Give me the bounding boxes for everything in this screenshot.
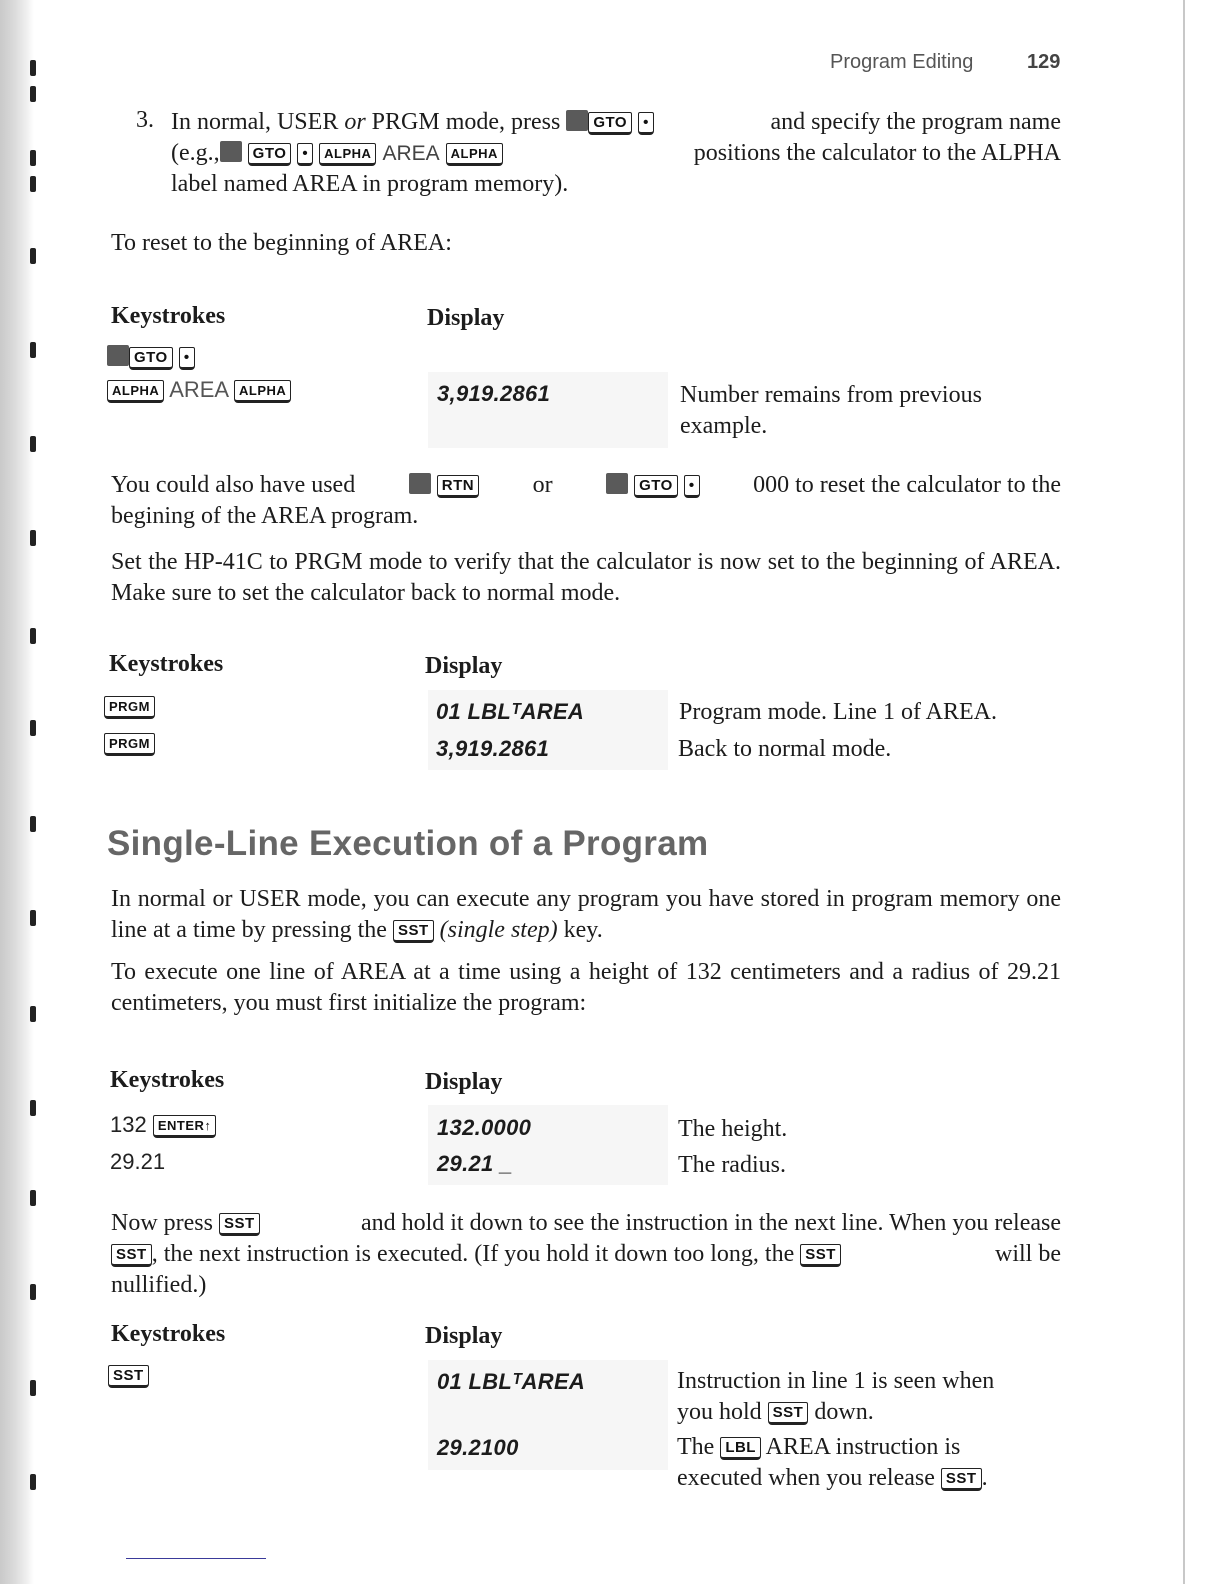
display-value: 29.21 _	[437, 1151, 513, 1176]
keystrokes-heading: Keystrokes	[111, 303, 226, 329]
section-heading: Single-Line Execution of a Program	[107, 824, 709, 863]
enter-key: ENTER↑	[153, 1115, 217, 1138]
sst-key: SST	[393, 920, 434, 943]
binding-hole	[30, 1474, 36, 1490]
rtn-key: RTN	[437, 475, 479, 498]
sst-key: SST	[941, 1468, 982, 1491]
display-value: 01 LBLᵀAREA	[436, 699, 585, 724]
display-heading: Display	[425, 1323, 503, 1349]
binding-hole	[30, 436, 36, 452]
keystroke-line: ALPHA AREA ALPHA	[107, 377, 291, 403]
shift-key-icon	[606, 473, 628, 494]
keystroke-line	[108, 1362, 149, 1388]
shift-key-icon	[409, 473, 431, 494]
binding-hole	[30, 86, 36, 102]
binding-hole	[30, 720, 36, 736]
binding-hole	[30, 1100, 36, 1116]
display-value: 3,919.2861	[436, 736, 550, 761]
binding-hole	[30, 248, 36, 264]
gto-key: GTO	[634, 475, 678, 498]
gto-key: GTO	[248, 143, 292, 166]
display-value: 01 LBLᵀAREA	[437, 1369, 586, 1394]
display-note: Program mode. Line 1 of AREA.	[679, 699, 997, 725]
paragraph: In normal or USER mode, you can execute any program you have stored in program memory one line at a time by pressing the SST (single step) key.	[111, 886, 1061, 943]
footer-rule	[126, 1558, 266, 1559]
sst-key: SST	[108, 1365, 149, 1388]
keystrokes-heading: Keystrokes	[111, 1321, 226, 1347]
reset-intro: To reset to the beginning of AREA:	[111, 230, 452, 256]
sst-key: SST	[800, 1244, 841, 1267]
alpha-key: ALPHA	[107, 380, 164, 403]
keystroke-line: 29.21	[110, 1149, 166, 1174]
display-value: 132.0000	[437, 1115, 532, 1140]
display-heading: Display	[427, 305, 505, 331]
alpha-key: ALPHA	[319, 143, 376, 166]
gto-key: GTO	[129, 347, 173, 370]
sst-key: SST	[768, 1402, 809, 1425]
binding-hole	[30, 1284, 36, 1300]
display-note: Back to normal mode.	[678, 736, 892, 762]
dot-key: •	[684, 475, 700, 498]
display-note: The LBL AREA instruction is executed when you release SST .	[677, 1434, 988, 1491]
page-number: 129	[1027, 51, 1061, 73]
paragraph: Set the HP-41C to PRGM mode to verify that the calculator is now set to the beginning of AREA. Make sure to set the calculator back to normal mode.	[111, 549, 1061, 606]
keystroke-line	[104, 693, 155, 719]
display-note: The height.	[678, 1116, 788, 1142]
alpha-key: ALPHA	[234, 380, 291, 403]
binding-shadow	[0, 0, 34, 1584]
prgm-key: PRGM	[104, 696, 155, 719]
display-value: 3,919.2861	[437, 381, 551, 406]
keystrokes-heading: Keystrokes	[110, 1067, 225, 1093]
keystroke-line	[104, 730, 155, 756]
dot-key: •	[179, 347, 195, 370]
step-3-text: In normal, USER or PRGM mode, press GTO • and specify the program name (e.g., GTO • ALPHA AREA ALPHA positions the calculator to the ALPHA label named AREA in program memory).	[171, 109, 1061, 197]
gto-key: GTO	[588, 112, 632, 135]
binding-hole	[30, 1380, 36, 1396]
dot-key: •	[297, 143, 313, 166]
keystrokes-heading: Keystrokes	[109, 651, 224, 677]
binding-hole	[30, 816, 36, 832]
binding-hole	[30, 1190, 36, 1206]
binding-hole	[30, 176, 36, 192]
shift-key-icon	[220, 141, 242, 162]
keystroke-line	[107, 344, 195, 370]
sst-key: SST	[219, 1213, 260, 1236]
paragraph: You could also have used RTN or GTO • 000 to reset the calculator to the begining of the AREA program.	[111, 472, 1061, 529]
display-heading: Display	[425, 653, 503, 679]
page-edge-rule	[1183, 0, 1185, 1584]
binding-hole	[30, 628, 36, 644]
binding-hole	[30, 530, 36, 546]
shift-key-icon	[107, 345, 129, 366]
binding-hole	[30, 60, 36, 76]
paragraph: To execute one line of AREA at a time using a height of 132 centimeters and a radius of 29.21 centimeters, you must first initialize the program:	[111, 959, 1061, 1016]
running-header-title: Program Editing	[830, 51, 974, 73]
step-number: 3.	[136, 107, 154, 133]
display-value: 29.2100	[437, 1435, 519, 1460]
keystroke-line: 132 ENTER↑	[110, 1112, 216, 1138]
binding-hole	[30, 910, 36, 926]
display-note: Number remains from previous example.	[680, 382, 982, 439]
lbl-key: LBL	[720, 1437, 761, 1460]
dot-key: •	[638, 112, 654, 135]
paragraph: Now press SST and hold it down to see the instruction in the next line. When you release SST , the next instruction is executed. (If you hold it down too long, the SST will be nullified.)	[111, 1210, 1061, 1298]
binding-hole	[30, 150, 36, 166]
prgm-key: PRGM	[104, 733, 155, 756]
display-note: Instruction in line 1 is seen when you hold SST down.	[677, 1368, 995, 1425]
sst-key: SST	[111, 1244, 152, 1267]
binding-hole	[30, 342, 36, 358]
display-heading: Display	[425, 1069, 503, 1095]
alpha-key: ALPHA	[446, 143, 503, 166]
binding-hole	[30, 1006, 36, 1022]
shift-key-icon	[566, 110, 588, 131]
display-note: The radius.	[678, 1152, 786, 1178]
